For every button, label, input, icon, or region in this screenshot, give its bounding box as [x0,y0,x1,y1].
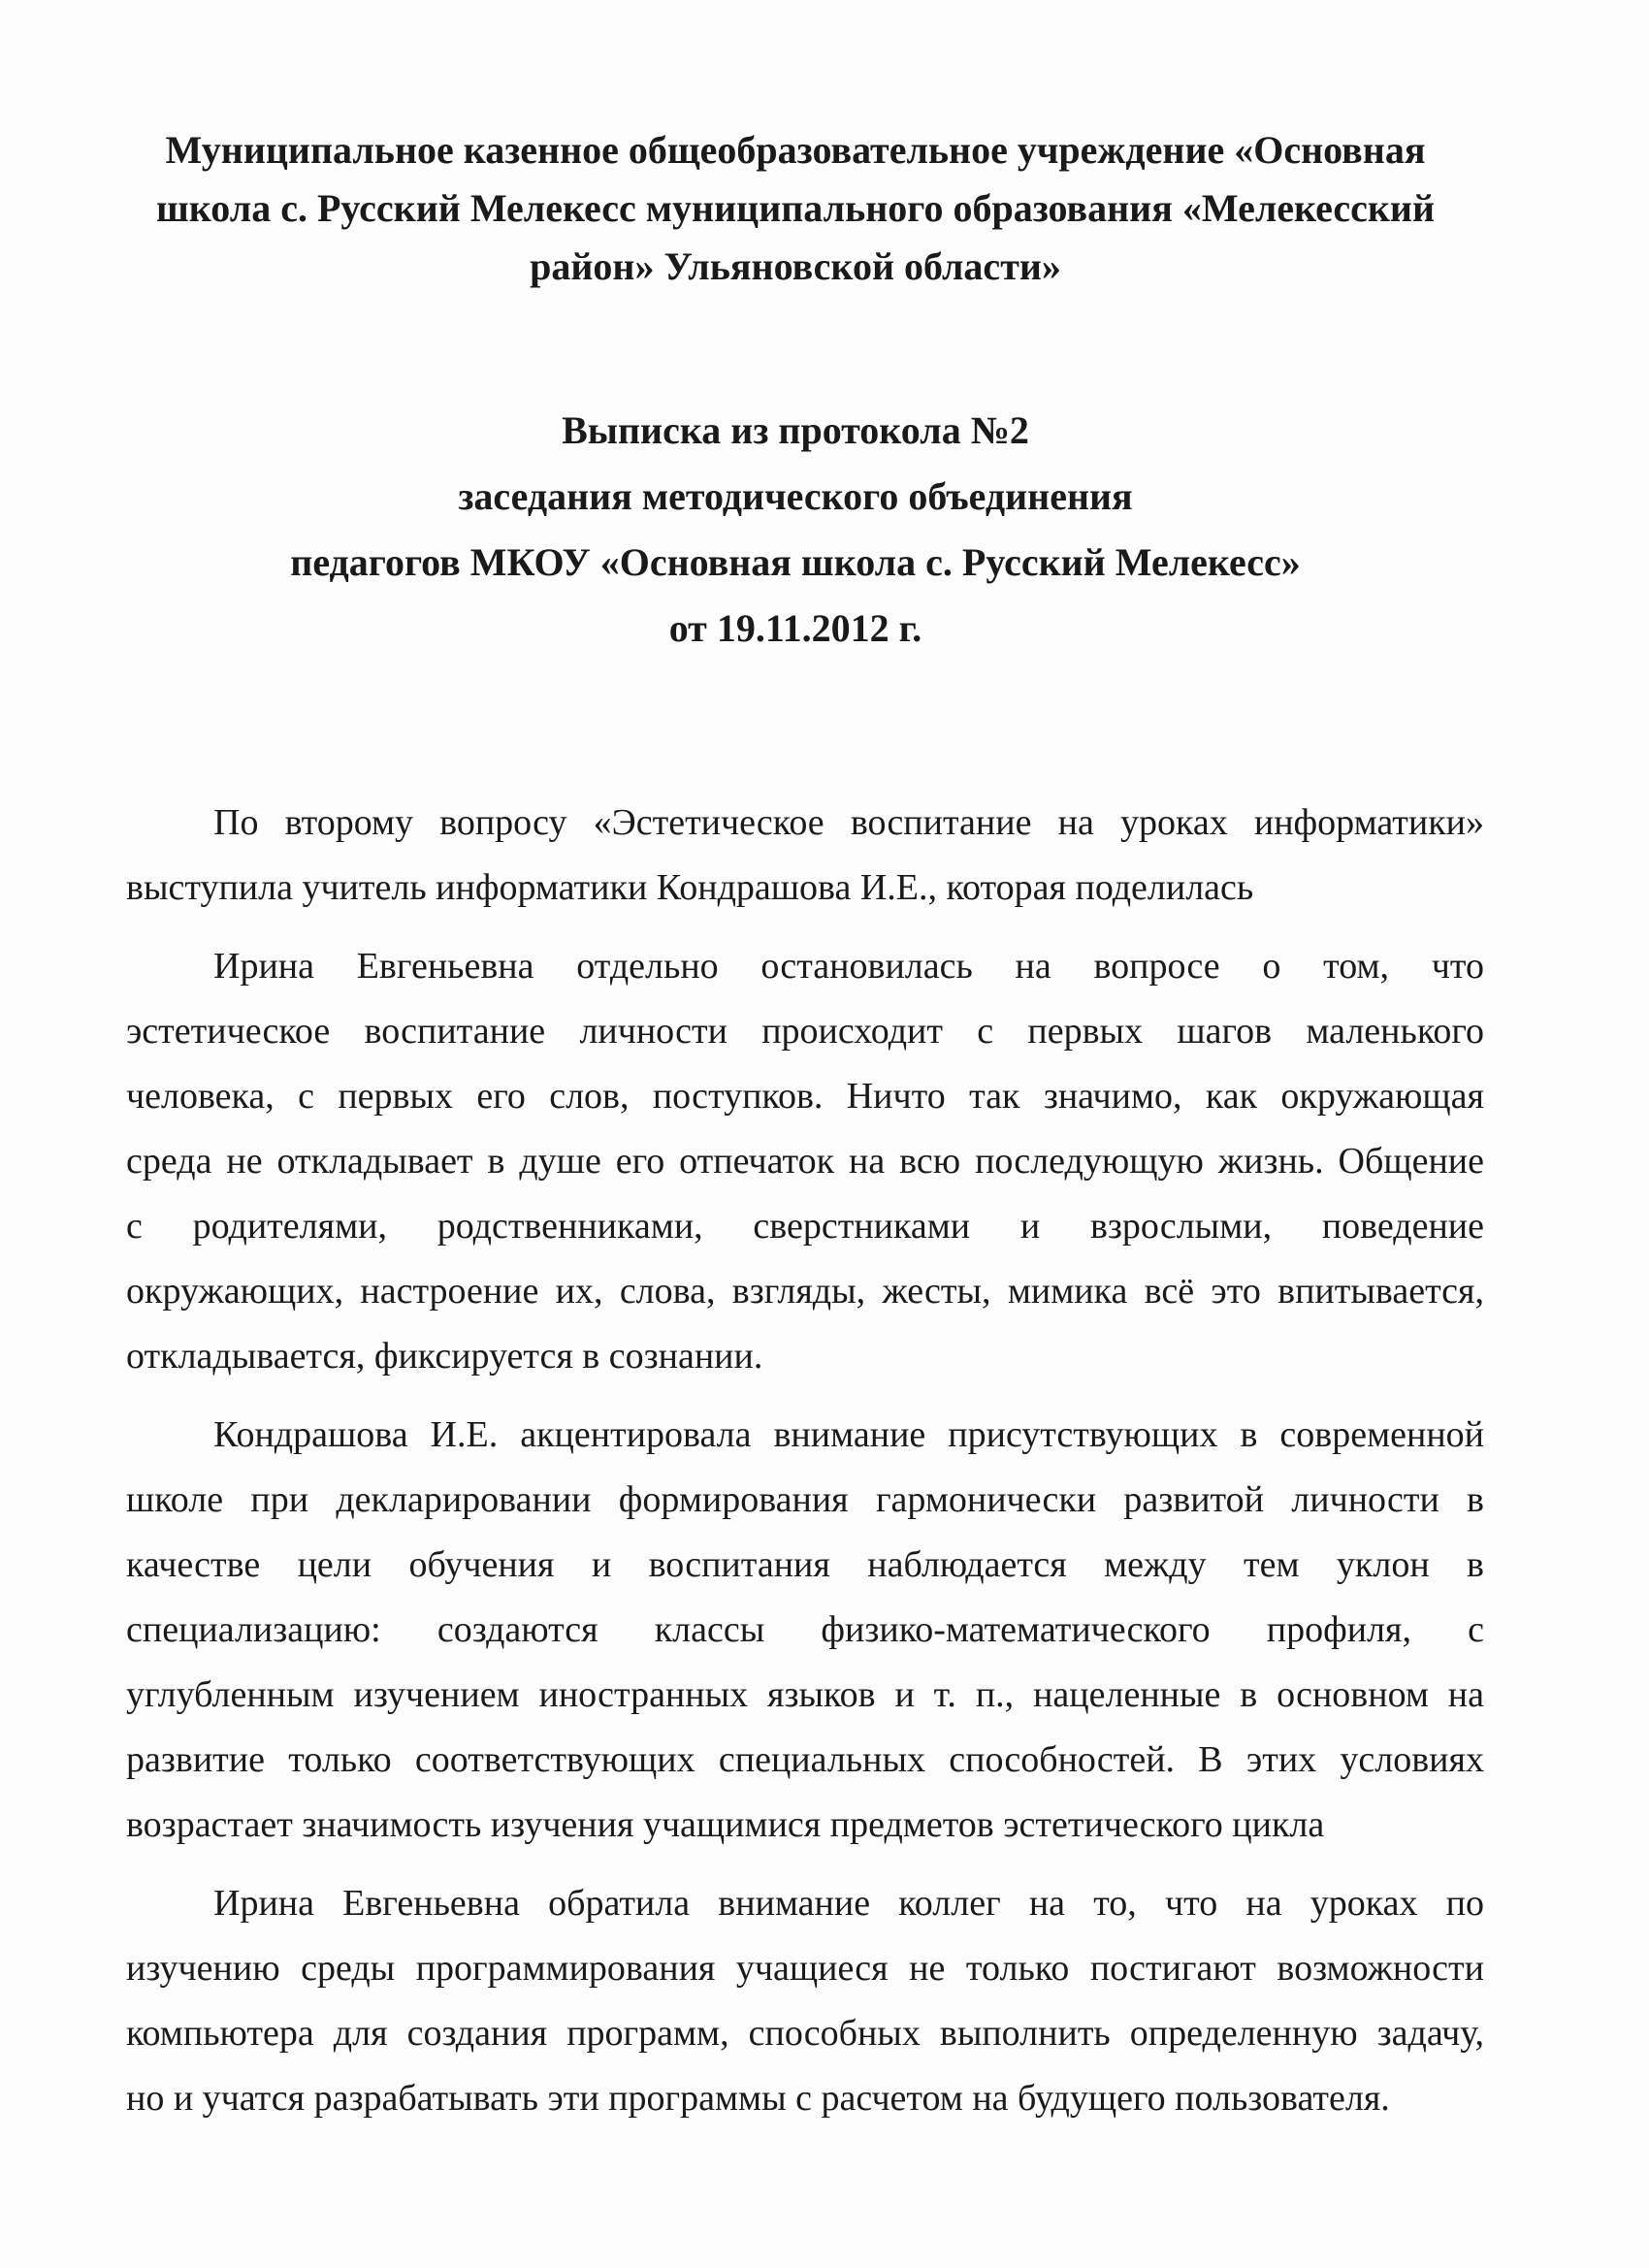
text-line: Кондрашова И.Е. акцентировала внимание присутствующих в современной [213,1414,1484,1455]
text-line: школе при декларировании формирования гармонически развитой личности в [126,1479,1484,1520]
text-line: возрастает значимость изучения учащимися предметов эстетического цикла [126,1804,1325,1845]
text-line: изучению среды программирования учащиеся не только постигают возможности [126,1948,1484,1989]
paragraph-gap [126,1858,1484,1871]
institution-header [136,121,1455,296]
paragraph-gap [126,1389,1484,1403]
text-line: откладывается, фиксируется в сознании. [126,1336,763,1377]
paragraph-gap [126,921,1484,934]
text-line: углубленным изучением иностранных языков и т. п., нацеленные в основном на [126,1674,1484,1715]
text-line: но и учатся разрабатывать эти программы с расчетом на будущего пользователя. [126,2078,1390,2119]
text-line: По второму вопросу «Эстетическое воспитание на уроках информатики» [213,802,1484,843]
title-line: от 19.11.2012 г. [668,606,922,650]
text-line: среда не откладывает в душе его отпечаток на всю последующую жизнь. Общение [126,1141,1484,1182]
text-line: эстетическое воспитание личности происходит с первых шагов маленького [126,1011,1484,1052]
text-line: человека, с первых его слов, поступков. Ничто так значимо, как окружающая [126,1076,1484,1117]
paragraph [126,791,1484,921]
paragraph [126,934,1484,1389]
text-line: компьютера для создания программ, способных выполнить определенную задачу, [126,2013,1484,2054]
title-line: педагогов МКОУ «Основная школа с. Русский Мелекесс» [290,540,1301,584]
title-line: Выписка из протокола №2 [562,408,1029,452]
text-line: с родителями, родственниками, сверстниками и взрослыми, поведение [126,1206,1484,1247]
paragraph [126,1403,1484,1858]
header-line: школа с. Русский Мелекесс муниципального образования «Мелекесский [156,186,1435,230]
text-line: развитие только соответствующих специальных способностей. В этих условиях [126,1739,1484,1780]
document-title [136,398,1455,662]
text-line: окружающих, настроение их, слова, взгляды, жесты, мимика всё это впитывается, [126,1271,1484,1312]
document-body [126,791,1484,2131]
paragraph [126,1871,1484,2131]
title-line: заседания методического объединения [458,474,1133,518]
header-line: район» Ульяновской области» [530,244,1061,288]
text-line: выступила учитель информатики Кондрашова И.Е., которая поделилась [126,867,1254,908]
text-line: Ирина Евгеньевна отдельно остановилась на вопросе о том, что [213,946,1484,987]
text-line: Ирина Евгеньевна обратила внимание коллег на то, что на уроках по [213,1883,1484,1924]
text-line: специализацию: создаются классы физико-математического профиля, с [126,1609,1484,1650]
header-line: Муниципальное казенное общеобразовательное учреждение «Основная [165,128,1426,172]
text-line: качестве цели обучения и воспитания наблюдается между тем уклон в [126,1544,1484,1585]
